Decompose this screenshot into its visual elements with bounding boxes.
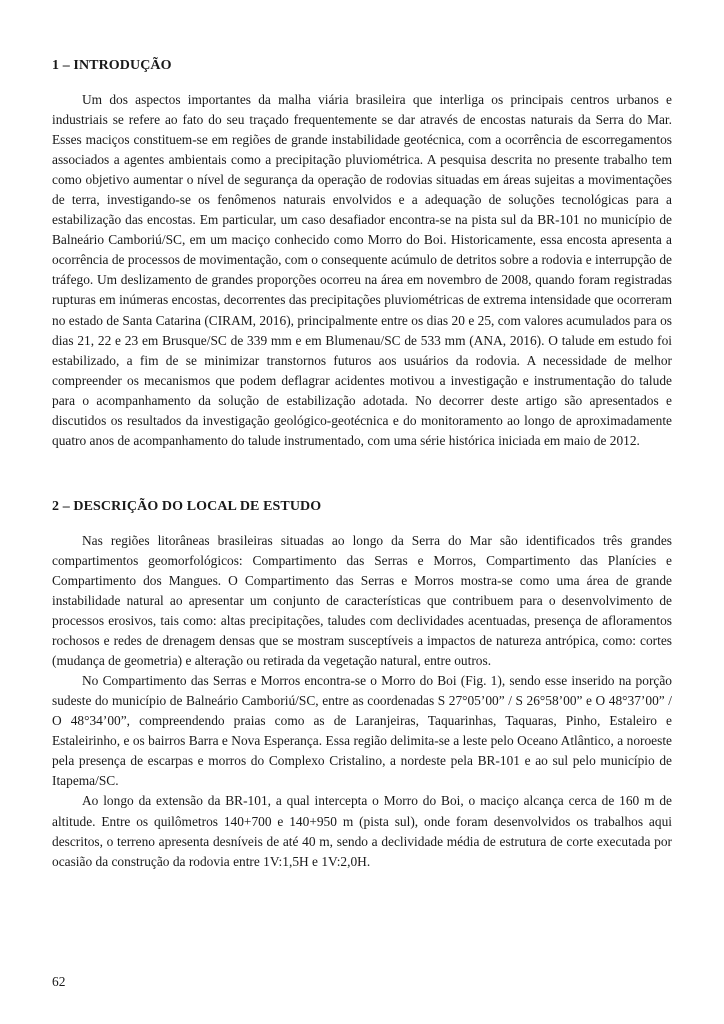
- section-descricao-local: [52, 497, 672, 872]
- page-number: 62: [52, 974, 66, 989]
- paragraph: Um dos aspectos importantes da malha viária brasileira que interliga os principais centros urbanos e industriais se refere ao fato do seu traçado frequentemente se dar através de encostas naturais da Serra do Mar. Esses maciços constituem-se em regiões de grande instabilidade geotécnica, com a ocorrência de escorregamentos associados a agentes ambientais como a precipitação pluviométrica. A pesquisa descrita no presente trabalho tem como objetivo aumentar o nível de segurança da operação de rodovias situadas em áreas sujeitas a movimentações de terra, investigando-se os fenômenos naturais envolvidos e a adequação de soluções tecnológicas para a estabilização das encostas. Em particular, um caso desafiador encontra-se na pista sul da BR-101 no município de Balneário Camboriú/SC, em um maciço conhecido como Morro do Boi. Historicamente, essa encosta apresenta a ocorrência de processos de movimentação, com o consequente acúmulo de detritos sobre a rodovia e interrupção de tráfego. Um deslizamento de grandes proporções ocorreu na área em novembro de 2008, quando foram registradas rupturas em inúmeras encostas, decorrentes das precipitações pluviométricas de extrema intensidade que ocorreram no estado de Santa Catarina (CIRAM, 2016), principalmente entre os dias 20 e 25, com valores acumulados para os dias 21, 22 e 23 em Brusque/SC de 339 mm e em Blumenau/SC de 533 mm (ANA, 2016). O talude em estudo foi estabilizado, a fim de se minimizar transtornos futuros aos usuários da rodovia. A necessidade de melhor compreender os mecanismos que podem deflagrar acidentes motivou a investigação e instrumentação do talude para o acompanhamento da solução de estabilização adotada. No decorrer deste artigo são apresentados e discutidos os resultados da investigação geológico-geotécnica e do monitoramento ao longo de aproximadamente quatro anos de acompanhamento do talude instrumentado, com uma série histórica iniciada em maio de 2012.: [52, 92, 672, 448]
- paragraph: Ao longo da extensão da BR-101, a qual intercepta o Morro do Boi, o maciço alcança cerca de 160 m de altitude. Entre os quilômetros 140+700 e 140+950 m (pista sul), onde foram desenvolvidos os trabalhos aqui descritos, o terreno apresenta desníveis de até 40 m, sendo a declividade média de estrutura de corte executada por ocasião da construção da rodovia entre 1V:1,5H e 1V:2,0H.: [52, 793, 672, 869]
- section-heading: 1 – INTRODUÇÃO: [52, 58, 172, 73]
- page-content: [52, 56, 672, 872]
- section-heading: 2 – DESCRIÇÃO DO LOCAL DE ESTUDO: [52, 498, 322, 514]
- section-introducao: [52, 56, 672, 451]
- paragraph: Nas regiões litorâneas brasileiras situadas ao longo da Serra do Mar são identificados três grandes compartimentos geomorfológicos: Compartimento das Serras e Morros, Compartimento das Planícies e Compartimento dos Mangues. O Compartimento das Serras e Morros mostra-se como uma área de grande instabilidade natural ao apresentar um conjunto de características que contribuem para o desenvolvimento de processos erosivos, tais como: altas precipitações, taludes com declividades acentuadas, presença de afloramentos rochosos e redes de drenagem densas que se mostram susceptíveis a impactos de natureza antrópica, como: cortes (mudança de geometria) e alteração ou retirada da vegetação natural, entre outros.: [52, 532, 672, 669]
- paragraph: No Compartimento das Serras e Morros encontra-se o Morro do Boi (Fig. 1), sendo esse inserido na porção sudeste do município de Balneário Camboriú/SC, entre as coordenadas S 27°05’00” / S 26°58’00” e O 48°37’00” / O 48°34’00”, compreendendo praias como as de Laranjeiras, Taquarinhas, Taquaras, Pinho, Estaleiro e Estaleirinho, e os bairros Barra e Nova Esperança. Essa região delimita-se a leste pelo Oceano Atlântico, a noroeste pela presença de escarpas e morros do Complexo Cristalino, a nordeste pela BR-101 e ao sul pelo município de Itapema/SC.: [52, 673, 672, 789]
